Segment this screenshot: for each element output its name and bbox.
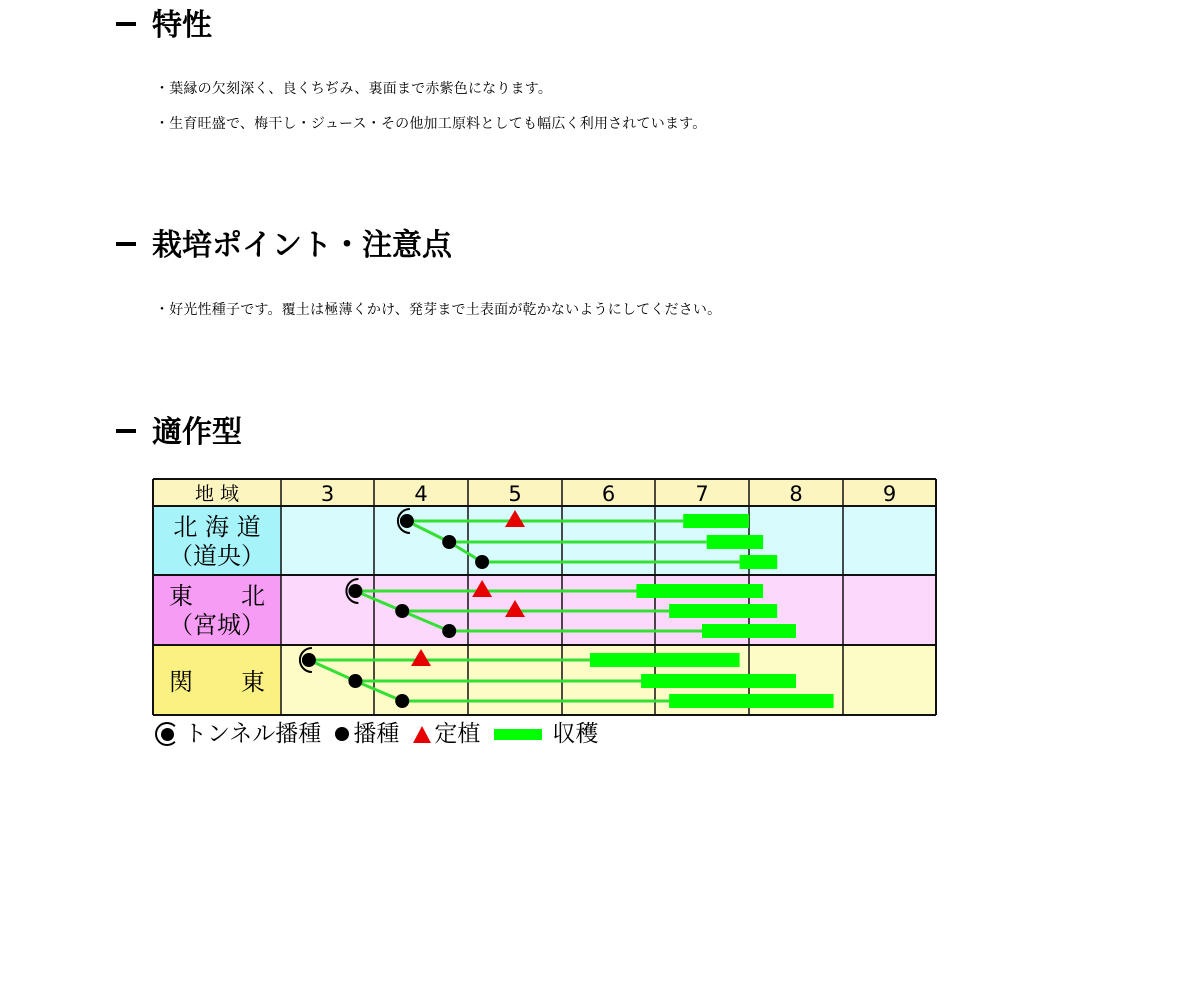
- region-name: 東 北: [169, 582, 265, 610]
- sowing-dot: [442, 624, 456, 638]
- harvest-bar: [641, 674, 796, 688]
- header-month: 4: [414, 482, 428, 506]
- region-sub: （宮城）: [169, 611, 265, 639]
- chart-legend: [154, 720, 612, 748]
- header-month: 3: [320, 482, 335, 506]
- sowing-dot: [475, 555, 489, 569]
- tunnel-sowing-icon: [154, 721, 184, 747]
- legend-tunnel: トンネル播種: [154, 720, 321, 748]
- section-title-features: 特性: [116, 11, 212, 41]
- harvest-bar: [740, 555, 778, 569]
- header-month: 9: [882, 482, 897, 506]
- harvest-bar: [636, 584, 763, 598]
- sowing-dot: [442, 535, 456, 549]
- header-month: 8: [789, 482, 803, 506]
- region-name: 関 東: [169, 668, 265, 696]
- harvest-bar: [707, 535, 763, 549]
- sowing-dot: [348, 584, 362, 598]
- cultivation-bullet-1: ・好光性種子です。覆土は極薄くかけ、発芽まで土表面が乾かないようにしてください。: [155, 302, 722, 318]
- harvest-bar-icon: [494, 729, 542, 740]
- harvest-bar: [683, 514, 749, 528]
- region-sub: （道央）: [169, 542, 265, 570]
- legend-transplant: 定植: [413, 720, 480, 748]
- harvest-bar: [669, 604, 777, 618]
- section-title-cultivation: 栽培ポイント・注意点: [116, 231, 452, 261]
- sowing-dot-icon: [335, 727, 349, 741]
- feature-bullet-2: ・生育旺盛で、梅干し・ジュース・その他加工原料としても幅広く利用されています。: [155, 116, 707, 132]
- sowing-dot: [400, 514, 414, 528]
- header-month: 5: [508, 482, 522, 506]
- sowing-dot: [302, 653, 316, 667]
- header-month: 7: [695, 482, 709, 506]
- section-title-cropping-type: 適作型: [116, 418, 242, 448]
- header-region-label: 地 域: [194, 483, 240, 505]
- transplant-triangle-icon: [413, 726, 431, 743]
- feature-bullet-1: ・葉縁の欠刻深く、良くちぢみ、裏面まで赤紫色になります。: [155, 81, 553, 97]
- sowing-dot: [395, 604, 409, 618]
- legend-sowing: 播種: [335, 720, 399, 748]
- region-name: 北 海 道: [173, 513, 261, 541]
- harvest-bar: [702, 624, 796, 638]
- legend-harvest: 収穫: [494, 720, 598, 748]
- harvest-bar: [590, 653, 740, 667]
- harvest-bar: [669, 694, 834, 708]
- sowing-dot: [348, 674, 362, 688]
- header-month: 6: [601, 482, 616, 506]
- sowing-dot: [395, 694, 409, 708]
